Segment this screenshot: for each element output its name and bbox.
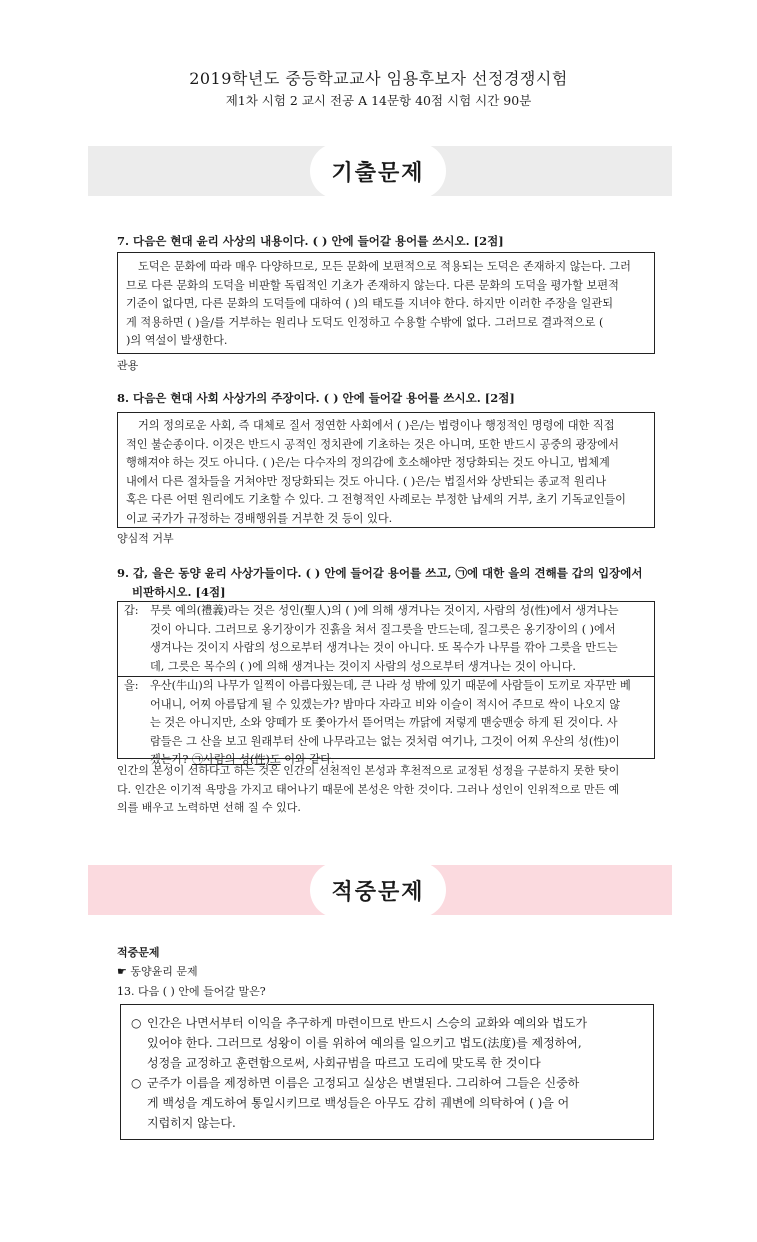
- question-7-answer: 관용: [117, 359, 139, 372]
- q7-line: 기준이 없다면, 다른 문화의 도덕들에 대하여 ( )의 태도를 지녀야 한다. 하지만 이러한 주장을 일관되: [126, 297, 614, 310]
- eul-last-prefix: 겠는가?: [150, 753, 192, 766]
- hit-item-line: 인간은 나면서부터 이익을 추구하게 마련이므로 반드시 스승의 교화와 예의와 법도가: [147, 1016, 588, 1030]
- hit-category: [117, 963, 198, 979]
- q8-line: 내에서 다른 절차들을 거쳐야만 정당화되는 것도 아니다. ( )은/는 법질서와 상반되는 종교적 원리나: [126, 474, 607, 488]
- gap-label: 갑:: [124, 604, 139, 617]
- section-title-past: 기출문제: [310, 143, 446, 199]
- hit-subtitle: 적중문제: [117, 946, 160, 959]
- q8-line: 거의 정의로운 사회, 즉 대체로 질서 정연한 사회에서 ( )은/는 법령이나 행정적인 명령에 대한 직접: [138, 419, 615, 432]
- gap-line: 생겨나는 것이지 사람의 성으로부터 생겨나는 것이 아니다. 또 목수가 나무를 깎아 그릇을 만드는: [150, 641, 618, 654]
- pointing-hand-icon: ☛: [117, 965, 127, 978]
- gap-line: 데, 그릇은 목수의 ( )에 의해 생겨나는 것이지 사람의 성으로부터 생겨나는 것이 아니다.: [150, 659, 576, 673]
- gap-passage: [118, 602, 654, 676]
- exam-subtitle: 제1차 시험 2 교시 전공 A 14문항 40점 시험 시간 90분: [225, 93, 532, 108]
- q7-line: )의 역설이 발생한다.: [126, 334, 228, 347]
- answer-line: 다. 인간은 이기적 욕망을 가지고 태어나기 때문에 본성은 악한 것이다. 그러나 성인이 인위적으로 만든 예: [117, 782, 620, 796]
- question-8-box: [117, 412, 655, 528]
- eul-passage: [118, 677, 654, 770]
- eul-line: 람들은 그 산을 보고 원래부터 산에 나무라고는 없는 것처럼 여기나, 그것이 어찌 우산의 성(性)이: [150, 734, 620, 748]
- question-7-box: [117, 252, 655, 354]
- question-8: 8. 다음은 현대 사회 사상가의 주장이다. ( ) 안에 들어갈 용어를 쓰시오. [2점]: [117, 391, 515, 405]
- q7-line: 게 적용하면 ( )을/를 거부하는 원리나 도덕도 인정하고 수용할 수밖에 없다. 그러므로 결과적으로 (: [126, 315, 604, 329]
- question-8-answer: 양심적 거부: [117, 532, 174, 545]
- hit-item-line: 지럽히지 않는다.: [147, 1116, 236, 1130]
- q8-line: 적인 불순종이다. 이것은 반드시 공적인 정치관에 기초하는 것은 아니며, 또한 반드시 공중의 광장에서: [126, 437, 619, 451]
- hit-item-line: 군주가 이름을 제정하면 이름은 고정되고 실상은 변별된다. 그리하여 그들은 신중하: [147, 1076, 580, 1090]
- question-7: 7. 다음은 현대 윤리 사상의 내용이다. ( ) 안에 들어갈 용어를 쓰시오. [2점]: [117, 234, 504, 248]
- exam-title: 2019학년도 중등학교교사 임용후보자 선정경쟁시험: [189, 69, 568, 88]
- hit-category-label: 동양윤리 문제: [130, 965, 198, 978]
- eul-line: 는 것은 아니지만, 소와 양떼가 또 쫓아가서 뜯어먹는 까닭에 저렇게 맨숭맨숭 하게 된 것이다. 사: [150, 716, 618, 729]
- bullet-circle: ○: [131, 1076, 142, 1090]
- eul-last-suffix: 이와 같다.: [280, 753, 335, 766]
- question-9-cont: 비판하시오. [4점]: [132, 585, 226, 599]
- section-title-hit: 적중문제: [310, 862, 446, 918]
- question-9-answer: [117, 762, 657, 818]
- q8-line: 이교 국가가 규정하는 경배행위를 거부한 것 등이 있다.: [126, 511, 393, 525]
- hit-item-line: 성정을 교정하고 훈련함으로써, 사회규범을 따르고 도리에 맞도록 한 것이다: [147, 1056, 541, 1070]
- eul-line: 어내니, 어찌 아름답게 될 수 있겠는가? 밤마다 자라고 비와 이슬이 적시어 주므로 싹이 나오지 않: [150, 697, 621, 711]
- q7-line: 도덕은 문화에 따라 매우 다양하므로, 모든 문화에 보편적으로 적용되는 도덕은 존재하지 않는다. 그러: [138, 260, 631, 273]
- hit-item-line: 있어야 한다. 그러므로 성왕이 이를 위하여 예의를 일으키고 법도(法度)를 제정하여,: [147, 1036, 582, 1050]
- q8-line: 행해져야 하는 것도 아니다. ( )은/는 다수자의 정의감에 호소해야만 정당화되는 것도 아니고, 법체계: [126, 456, 610, 469]
- hit-question: 13. 다음 ( ) 안에 들어갈 말은?: [117, 985, 266, 998]
- question-9-box: [117, 601, 655, 766]
- bullet-circle: ○: [131, 1016, 142, 1030]
- hit-item: [121, 1013, 653, 1073]
- answer-line: 인간의 본성이 선하다고 하는 것은 인간의 선천적인 본성과 후천적으로 교정된 성정을 구분하지 못한 탓이: [117, 764, 620, 777]
- underlined-phrase: ㉠사람의 성(性)도: [191, 753, 281, 766]
- hit-item-line: 게 백성을 계도하여 통일시키므로 백성들은 아무도 감히 궤변에 의탁하여 ( )을 어: [147, 1096, 570, 1110]
- answer-line: 의를 배우고 노력하면 선해 질 수 있다.: [117, 801, 301, 814]
- q7-line: 므로 다른 문화의 도덕을 비판할 독립적인 기초가 존재하지 않는다. 다른 문화의 도덕을 평가할 보편적: [126, 278, 619, 292]
- hit-item: [121, 1073, 653, 1133]
- gap-line: 무릇 예의(禮義)라는 것은 성인(聖人)의 ( )에 의해 생겨나는 것이지, 사람의 성(性)에서 생겨나는: [150, 604, 619, 617]
- q8-line: 혹은 다른 어떤 원리에도 기초할 수 있다. 그 전형적인 사례로는 부정한 납세의 거부, 초기 기독교인들이: [126, 493, 626, 506]
- gap-line: 것이 아니다. 그러므로 옹기장이가 진흙을 쳐서 질그릇을 만드는데, 질그릇은 옹기장이의 ( )에서: [150, 622, 616, 636]
- eul-line: 우산(牛山)의 나무가 일찍이 아름다웠는데, 큰 나라 성 밖에 있기 때문에 사람들이 도끼로 자꾸만 베: [150, 679, 631, 692]
- question-9: 9. 갑, 을은 동양 윤리 사상가들이다. ( ) 안에 들어갈 용어를 쓰고, ㉠에 대한 을의 견해를 갑의 입장에서: [117, 566, 643, 580]
- hit-question-box: [120, 1004, 654, 1140]
- eul-label: 을:: [124, 679, 139, 692]
